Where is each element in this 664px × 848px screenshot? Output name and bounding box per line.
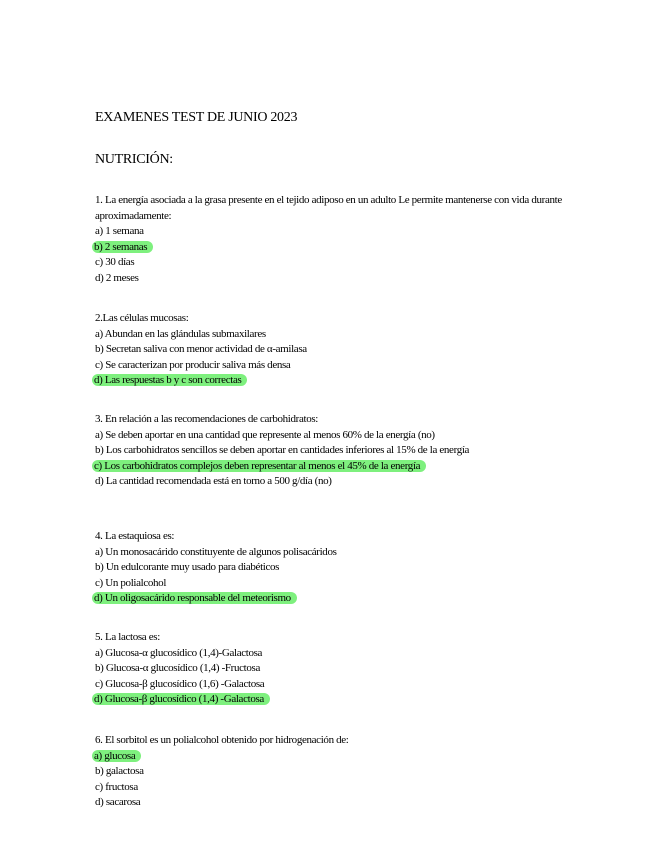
- question-block: [95, 630, 565, 708]
- option: [95, 428, 565, 444]
- option-correct: [95, 373, 565, 389]
- highlighted-answer: d) Un oligosacárido responsable del meteorismo: [92, 592, 297, 604]
- option: [95, 661, 565, 677]
- highlighted-answer: d) Las respuestas b y c son correctas: [92, 374, 247, 386]
- option-text: b) Un edulcorante muy usado para diabéticos: [95, 561, 280, 573]
- option: [95, 576, 565, 592]
- option-correct: [95, 459, 565, 475]
- option-text: b) galactosa: [95, 765, 144, 777]
- highlighted-answer: a) glucosa: [92, 750, 141, 762]
- option-text: a) Glucosa-α glucosídico (1,4)-Galactosa: [95, 646, 263, 659]
- option: [95, 795, 565, 811]
- option: [95, 474, 565, 490]
- option: [95, 224, 565, 240]
- highlighted-answer: d) Glucosa-β glucosídico (1,4) -Galactosa: [92, 693, 270, 705]
- highlighted-answer: b) 2 semanas: [92, 241, 153, 253]
- option-text: c) Se caracterizan por producir saliva más densa: [95, 358, 291, 371]
- option-text: b) Glucosa-α glucosídico (1,4) -Fructosa: [95, 662, 260, 674]
- option-correct: [95, 692, 565, 708]
- option: [95, 271, 565, 287]
- option-text: c) Glucosa-β glucosídico (1,6) -Galactosa: [95, 677, 265, 690]
- option: [95, 677, 565, 693]
- document-title: EXAMENES TEST DE JUNIO 2023: [95, 110, 298, 125]
- option: [95, 255, 565, 271]
- question-block: [95, 193, 565, 286]
- option-text: c) fructosa: [95, 780, 138, 793]
- question-stem: 6. El sorbitol es un polialcohol obtenido por hidrogenación de:: [95, 734, 349, 746]
- option: [95, 545, 565, 561]
- question-block: [95, 733, 565, 811]
- question-block: [95, 412, 565, 490]
- option: [95, 358, 565, 374]
- question-stem: 1. La energía asociada a la grasa presente en el tejido adiposo en un adulto Le permite mantenerse con vida durante aproximadamente:: [95, 194, 562, 222]
- option-correct: [95, 749, 565, 765]
- option: [95, 443, 565, 459]
- option-text: b) Los carbohidratos sencillos se deben aportar en cantidades inferiores al 15% de la energía: [95, 444, 470, 456]
- question-stem: 2.Las células mucosas:: [95, 312, 189, 324]
- option: [95, 560, 565, 576]
- option-text: a) Se deben aportar en una cantidad que represente al menos 60% de la energía (no): [95, 428, 435, 441]
- question-stem: 5. La lactosa es:: [95, 631, 160, 643]
- option: [95, 646, 565, 662]
- option-text: b) Secretan saliva con menor actividad de α-amilasa: [95, 343, 307, 355]
- option: [95, 780, 565, 796]
- option-text: d) 2 meses: [95, 271, 139, 284]
- option-text: c) Un polialcohol: [95, 576, 167, 589]
- option-text: c) 30 días: [95, 256, 135, 268]
- question-stem: 4. La estaquiosa es:: [95, 530, 175, 542]
- option: [95, 327, 565, 343]
- question-stem: 3. En relación a las recomendaciones de carbohidratos:: [95, 413, 318, 425]
- section-heading: NUTRICIÓN:: [95, 152, 173, 167]
- question-block: [95, 529, 565, 607]
- option-correct: [95, 240, 565, 256]
- question-block: [95, 311, 565, 389]
- option-text: d) sacarosa: [95, 796, 141, 808]
- option-text: d) La cantidad recomendada está en torno a 500 g/día (no): [95, 475, 332, 487]
- option-text: a) 1 semana: [95, 225, 144, 237]
- option-correct: [95, 591, 565, 607]
- option-text: a) Un monosacárido constituyente de algunos polisacáridos: [95, 545, 337, 558]
- option-text: a) Abundan en las glándulas submaxilares: [95, 327, 266, 340]
- option: [95, 764, 565, 780]
- option: [95, 342, 565, 358]
- highlighted-answer: c) Los carbohidratos complejos deben representar al menos el 45% de la energía: [92, 460, 426, 472]
